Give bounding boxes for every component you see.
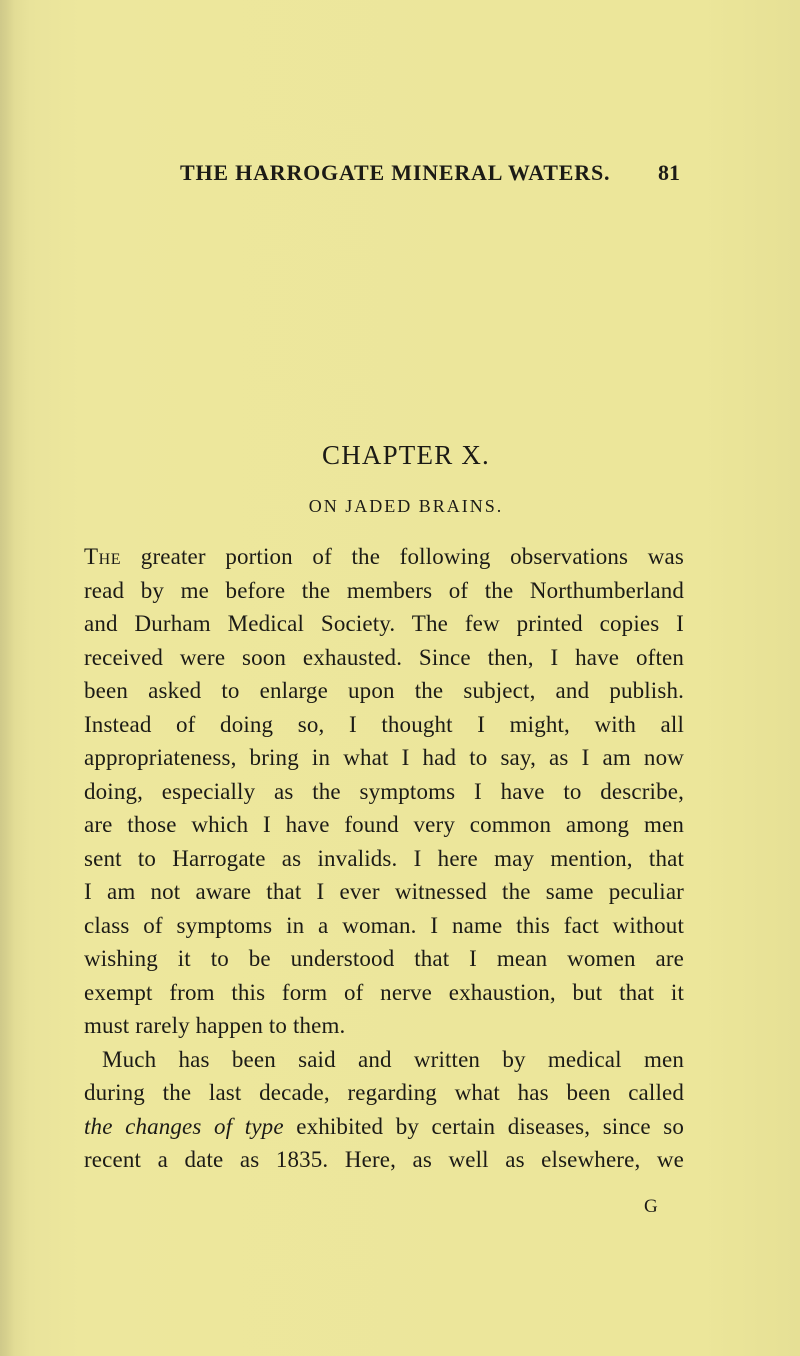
italic-phrase: the changes of type <box>84 1113 284 1139</box>
page-number: 81 <box>658 160 680 185</box>
text-line: are those which I have found very common among men <box>84 812 684 837</box>
page-edge-shadow <box>0 0 14 1356</box>
text-line: read by me before the members of the Northumberland <box>84 577 684 603</box>
text-line: class of symptoms in a woman. I name this fact without <box>84 912 684 938</box>
text-line: received were soon exhausted. Since then, I have often <box>84 644 684 670</box>
text-line <box>84 540 684 574</box>
text-line: and Durham Medical Society. The few printed copies I <box>84 611 684 636</box>
signature-mark: G <box>644 1196 658 1217</box>
chapter-title: CHAPTER X. <box>321 440 490 470</box>
text-line: I am not aware that I ever witnessed the same peculiar <box>84 879 684 904</box>
text-line: appropriateness, bring in what I had to say, as I am now <box>84 745 684 770</box>
chapter-subtitle: ON JADED BRAINS. <box>308 496 504 516</box>
text-line: wishing it to be understood that I mean women are <box>84 946 684 971</box>
line-text: exhibited by certain diseases, since so <box>283 1113 684 1139</box>
body-text <box>84 540 684 1177</box>
running-head <box>180 160 680 196</box>
text-line: exempt from this form of nerve exhaustion, but that it <box>84 979 684 1005</box>
text-line: been asked to enlarge upon the subject, and publish. <box>84 678 684 703</box>
text-line: Instead of doing so, I thought I might, with all <box>84 711 684 737</box>
text-line: must rarely happen to them. <box>84 1013 346 1038</box>
text-line: during the last decade, regarding what has been called <box>84 1080 684 1105</box>
running-title: THE HARROGATE MINERAL WATERS. <box>180 160 611 185</box>
text-line: Much has been said and written by medical men <box>102 1046 684 1072</box>
lead-word: The <box>84 544 122 569</box>
text-line: doing, especially as the symptoms I have to describe, <box>84 778 684 804</box>
text-line: sent to Harrogate as invalids. I here may mention, that <box>84 845 684 871</box>
text-line <box>84 1110 684 1144</box>
line-text: greater portion of the following observations was <box>121 544 684 569</box>
text-line: recent a date as 1835. Here, as well as elsewhere, we <box>84 1147 684 1172</box>
